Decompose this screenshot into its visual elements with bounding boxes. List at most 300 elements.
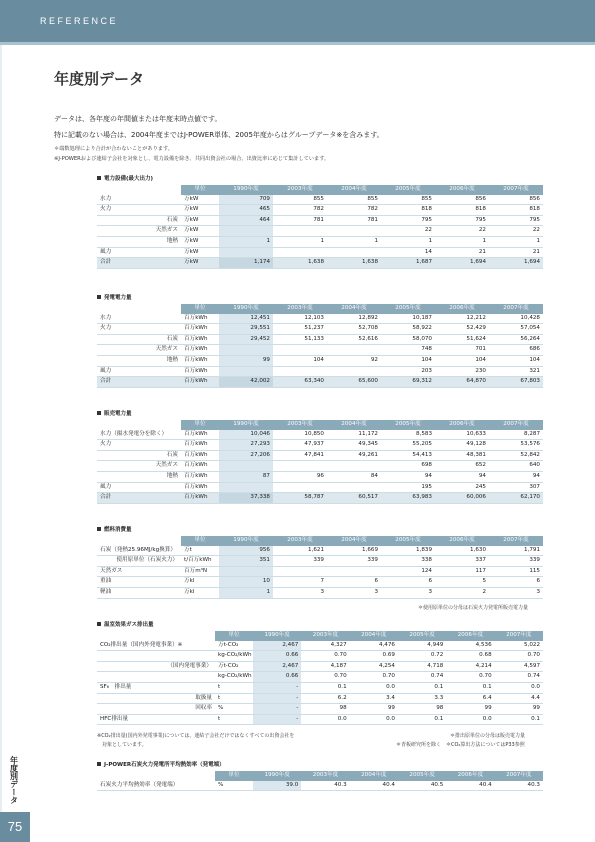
value-cell: 0.0	[301, 714, 349, 725]
value-cell: 1,694	[489, 258, 543, 269]
value-cell: 52,708	[327, 324, 381, 335]
value-cell: 781	[273, 215, 327, 226]
table-row	[97, 704, 543, 715]
value-cell	[273, 345, 327, 356]
value-cell: 230	[435, 366, 489, 377]
value-cell	[327, 482, 381, 493]
value-cell: 795	[381, 215, 435, 226]
table-row	[97, 355, 543, 366]
header-year-cell: 2007年度	[489, 420, 543, 430]
row-unit: 百万kWh	[181, 366, 219, 377]
value-cell: 0.1	[398, 682, 446, 693]
value-cell	[327, 345, 381, 356]
value-cell: 856	[489, 195, 543, 205]
row-unit: 百万kWh	[181, 345, 219, 356]
value-cell: 3.3	[398, 693, 446, 704]
row-unit: 万kW	[181, 215, 219, 226]
header-year-cell: 2005年度	[381, 185, 435, 195]
value-cell: 0.1	[446, 682, 494, 693]
value-cell: 69,312	[381, 377, 435, 388]
header-year-cell: 2004年度	[350, 631, 398, 641]
value-cell: 4,718	[398, 661, 446, 672]
value-cell: 104	[435, 355, 489, 366]
value-cell: 0.0	[495, 682, 543, 693]
row-unit: 百万kWh	[181, 440, 219, 451]
value-cell: 0.70	[301, 672, 349, 683]
value-cell: 6.2	[301, 693, 349, 704]
value-cell: 195	[381, 482, 435, 493]
ghg-footnote-left-1: ※CO₂排出量(国内外発電事業)については、連結子会社だけではなくすべての出資会社を	[97, 733, 295, 739]
value-cell: 49,261	[327, 450, 381, 461]
table-title: J-POWER石炭火力発電所平均熱効率（発電端）	[97, 760, 543, 768]
table-header-row	[97, 771, 543, 781]
value-cell: 0.74	[495, 672, 543, 683]
value-cell: 4,949	[398, 641, 446, 651]
value-cell: 117	[435, 566, 489, 577]
value-cell: 0.72	[398, 651, 446, 662]
header-unit-cell: 単位	[181, 304, 219, 314]
row-unit: 万t	[181, 546, 219, 556]
value-cell: 1	[435, 236, 489, 247]
row-label: 水力（揚水発電分を除く）	[97, 430, 181, 440]
value-cell: 12,212	[435, 314, 489, 324]
row-unit: 百万kWh	[181, 493, 219, 504]
value-cell: 57,054	[489, 324, 543, 335]
value-cell: 87	[219, 471, 273, 482]
value-cell: 2	[435, 587, 489, 598]
row-unit: 百万kWh	[181, 334, 219, 345]
row-label: 天然ガス	[97, 461, 181, 472]
value-cell: 6	[327, 577, 381, 588]
table-row	[97, 641, 543, 651]
table-title: 燃料消費量	[97, 525, 543, 533]
row-unit: 万kW	[181, 258, 219, 269]
value-cell: 5	[435, 577, 489, 588]
table-row	[97, 714, 543, 725]
value-cell: 338	[381, 556, 435, 567]
value-cell: 22	[435, 226, 489, 237]
value-cell: 795	[435, 215, 489, 226]
value-cell: 63,983	[381, 493, 435, 504]
value-cell: 4,187	[301, 661, 349, 672]
value-cell: 27,206	[219, 450, 273, 461]
value-cell: 0.1	[495, 714, 543, 725]
row-label: 地熱	[97, 471, 181, 482]
row-label: 水力	[97, 314, 181, 324]
row-unit: %	[215, 781, 253, 791]
page-number: 75	[0, 812, 30, 842]
row-unit: t	[215, 714, 253, 725]
header-bar	[0, 0, 595, 42]
table-total-row	[97, 493, 543, 504]
value-cell: 307	[489, 482, 543, 493]
value-cell: 0.0	[350, 714, 398, 725]
header-blank-cell	[97, 771, 215, 781]
value-cell: 1,669	[327, 546, 381, 556]
table-header-row	[97, 185, 543, 195]
value-cell: 63,340	[273, 377, 327, 388]
row-unit: 百万kWh	[181, 377, 219, 388]
header-year-cell: 2005年度	[381, 304, 435, 314]
value-cell: 40.5	[398, 781, 446, 791]
table-row	[97, 314, 543, 324]
value-cell: 62,170	[489, 493, 543, 504]
value-cell: 464	[219, 215, 273, 226]
value-cell: 99	[219, 355, 273, 366]
row-unit: 百万kWh	[181, 482, 219, 493]
value-cell: 40.3	[301, 781, 349, 791]
row-unit: 百万kWh	[181, 471, 219, 482]
row-label: （国内発電事業）	[97, 661, 215, 672]
value-cell: 10,633	[435, 430, 489, 440]
value-cell: 652	[435, 461, 489, 472]
value-cell: 1,638	[273, 258, 327, 269]
table-row	[97, 461, 543, 472]
value-cell: 67,803	[489, 377, 543, 388]
value-cell: 1,687	[381, 258, 435, 269]
value-cell: 42,002	[219, 377, 273, 388]
value-cell: 818	[381, 205, 435, 216]
header-year-cell: 2003年度	[301, 631, 349, 641]
value-cell: 21	[489, 247, 543, 258]
table-row	[97, 577, 543, 588]
table-row	[97, 450, 543, 461]
value-cell: 465	[219, 205, 273, 216]
header-year-cell: 2006年度	[435, 420, 489, 430]
table-row	[97, 195, 543, 205]
row-label: 風力	[97, 247, 181, 258]
table-title: 発電電力量	[97, 293, 543, 301]
value-cell: -	[253, 682, 301, 693]
data-table	[97, 185, 543, 269]
value-cell: 1,630	[435, 546, 489, 556]
value-cell: 47,841	[273, 450, 327, 461]
row-label: 火力	[97, 440, 181, 451]
row-unit: 万t-CO₂	[215, 661, 253, 672]
value-cell	[273, 566, 327, 577]
value-cell: 52,842	[489, 450, 543, 461]
value-cell: 0.0	[446, 714, 494, 725]
intro-line-1: データは、各年度の年間値または年度末時点値です。	[54, 115, 222, 123]
table-header-row	[97, 420, 543, 430]
intro-line-2: 特に記載のない場合は、2004年度まではJ-POWER単体、2005年度からはグループデータ※を含みます。	[54, 131, 384, 139]
header-year-cell: 2007年度	[495, 631, 543, 641]
value-cell: 4,597	[495, 661, 543, 672]
value-cell: 339	[327, 556, 381, 567]
value-cell: 1,791	[489, 546, 543, 556]
header-year-cell: 2003年度	[273, 304, 327, 314]
row-label: 回収率	[97, 704, 215, 715]
sidebar-label-text: 年度別データ	[9, 756, 19, 804]
value-cell: 3	[489, 587, 543, 598]
value-cell: 782	[327, 205, 381, 216]
row-label: 取扱量	[97, 693, 215, 704]
value-cell: 22	[489, 226, 543, 237]
value-cell	[273, 461, 327, 472]
value-cell: 53,576	[489, 440, 543, 451]
value-cell: 55,205	[381, 440, 435, 451]
value-cell	[273, 366, 327, 377]
value-cell: 0.0	[350, 682, 398, 693]
header-year-cell: 1990年度	[253, 771, 301, 781]
value-cell	[327, 247, 381, 258]
data-table	[97, 631, 543, 725]
row-label: 火力	[97, 324, 181, 335]
value-cell	[219, 366, 273, 377]
value-cell	[273, 482, 327, 493]
value-cell: 7	[273, 577, 327, 588]
value-cell: 40.4	[446, 781, 494, 791]
header-year-cell: 2006年度	[435, 185, 489, 195]
value-cell: 94	[489, 471, 543, 482]
value-cell: 8,287	[489, 430, 543, 440]
row-label: 合計	[97, 377, 181, 388]
data-table	[97, 536, 543, 599]
table-row	[97, 226, 543, 237]
table-total-row	[97, 258, 543, 269]
value-cell: 21	[435, 247, 489, 258]
header-year-cell: 1990年度	[219, 304, 273, 314]
value-cell: 0.70	[350, 672, 398, 683]
value-cell: 5,022	[495, 641, 543, 651]
value-cell: 337	[435, 556, 489, 567]
value-cell: 203	[381, 366, 435, 377]
row-label: 石炭	[97, 215, 181, 226]
value-cell: 1	[327, 236, 381, 247]
header-blank-cell	[97, 185, 181, 195]
header-year-cell: 1990年度	[219, 536, 273, 546]
value-cell: 3	[273, 587, 327, 598]
header-year-cell: 1990年度	[253, 631, 301, 641]
row-label: HFC排出量	[97, 714, 215, 725]
value-cell: 0.69	[350, 651, 398, 662]
table-row	[97, 205, 543, 216]
value-cell: 49,345	[327, 440, 381, 451]
value-cell: 4,327	[301, 641, 349, 651]
value-cell: 855	[381, 195, 435, 205]
value-cell: 0.70	[301, 651, 349, 662]
row-unit: %	[215, 704, 253, 715]
row-label: 合計	[97, 258, 181, 269]
value-cell: 321	[489, 366, 543, 377]
value-cell: 339	[273, 556, 327, 567]
value-cell: 0.68	[446, 651, 494, 662]
value-cell: 10,850	[273, 430, 327, 440]
header-unit-cell: 単位	[181, 185, 219, 195]
value-cell: 14	[381, 247, 435, 258]
value-cell: 781	[327, 215, 381, 226]
header-blank-cell	[97, 420, 181, 430]
ghg-footnote-right-2: ＊青板研究所を除く ＊CO₂算出方法についてはP33参照	[396, 742, 525, 748]
table-row	[97, 566, 543, 577]
value-cell: 1	[219, 236, 273, 247]
ghg-footnote-left-2: 対象としています。	[97, 742, 147, 748]
value-cell	[273, 226, 327, 237]
row-label: 石炭火力平均熱効率（発電端）	[97, 781, 215, 791]
table-section	[97, 525, 543, 599]
value-cell: 0.1	[398, 714, 446, 725]
row-label: 地熱	[97, 355, 181, 366]
row-label: 火力	[97, 205, 181, 216]
fuel-footnote: ＊使用原単位の分母は石炭火力発電所販売電力量	[418, 605, 529, 611]
value-cell: 49,128	[435, 440, 489, 451]
value-cell: 60,006	[435, 493, 489, 504]
table-header-row	[97, 536, 543, 546]
value-cell: 104	[273, 355, 327, 366]
value-cell: 1,839	[381, 546, 435, 556]
value-cell: 856	[435, 195, 489, 205]
header-year-cell: 2007年度	[489, 536, 543, 546]
value-cell: 12,892	[327, 314, 381, 324]
row-label: 風力	[97, 482, 181, 493]
table-row	[97, 215, 543, 226]
value-cell: 52,429	[435, 324, 489, 335]
row-unit: 万kW	[181, 247, 219, 258]
header-year-cell: 2005年度	[381, 536, 435, 546]
row-label: 天然ガス	[97, 566, 181, 577]
row-unit: 百万m³N	[181, 566, 219, 577]
value-cell: 104	[381, 355, 435, 366]
table-row	[97, 324, 543, 335]
value-cell: 1	[489, 236, 543, 247]
value-cell	[327, 366, 381, 377]
value-cell: 4,536	[446, 641, 494, 651]
header-unit-cell: 単位	[215, 631, 253, 641]
data-table	[97, 420, 543, 504]
row-label: SF₆ 排出量	[97, 682, 215, 693]
value-cell: -	[253, 704, 301, 715]
row-label: 重油	[97, 577, 181, 588]
value-cell: -	[253, 714, 301, 725]
table-title: 販売電力量	[97, 409, 543, 417]
value-cell: 94	[381, 471, 435, 482]
row-label: 軽油	[97, 587, 181, 598]
value-cell: 56,264	[489, 334, 543, 345]
row-unit: 百万kWh	[181, 314, 219, 324]
header-year-cell: 2007年度	[489, 185, 543, 195]
page-title: 年度別データ	[54, 70, 145, 88]
row-unit: 万t-CO₂	[215, 641, 253, 651]
value-cell: 10	[219, 577, 273, 588]
table-section	[97, 409, 543, 504]
row-label	[97, 672, 215, 683]
row-label	[97, 651, 215, 662]
value-cell: 1	[219, 587, 273, 598]
table-row	[97, 334, 543, 345]
value-cell: 64,870	[435, 377, 489, 388]
value-cell: 686	[489, 345, 543, 356]
value-cell: 4,254	[350, 661, 398, 672]
value-cell: 0.74	[398, 672, 446, 683]
value-cell: 29,452	[219, 334, 273, 345]
table-title: 電力設備(最大出力)	[97, 174, 543, 182]
value-cell: 51,237	[273, 324, 327, 335]
side-strip	[0, 45, 2, 812]
value-cell: 12,451	[219, 314, 273, 324]
row-unit: t/百万kWh	[181, 556, 219, 567]
value-cell: 84	[327, 471, 381, 482]
value-cell	[219, 345, 273, 356]
value-cell: 98	[301, 704, 349, 715]
table-row	[97, 247, 543, 258]
value-cell: 29,551	[219, 324, 273, 335]
table-row	[97, 781, 543, 791]
value-cell: 11,172	[327, 430, 381, 440]
table-section	[97, 760, 543, 791]
value-cell	[327, 226, 381, 237]
header-year-cell: 2006年度	[435, 304, 489, 314]
data-table	[97, 304, 543, 388]
value-cell: 40.4	[350, 781, 398, 791]
value-cell: 51,624	[435, 334, 489, 345]
header-unit-cell: 単位	[181, 420, 219, 430]
header-year-cell: 2003年度	[301, 771, 349, 781]
value-cell: 37,338	[219, 493, 273, 504]
value-cell: 748	[381, 345, 435, 356]
value-cell: 3.4	[350, 693, 398, 704]
value-cell: 60,517	[327, 493, 381, 504]
value-cell: 10,046	[219, 430, 273, 440]
row-unit: kg-CO₂/kWh	[215, 672, 253, 683]
row-label: 水力	[97, 195, 181, 205]
table-row	[97, 661, 543, 672]
header-year-cell: 1990年度	[219, 185, 273, 195]
row-unit: 万kW	[181, 205, 219, 216]
note-line-2: ※J-POWERおよび連結子会社を対象とし、電力設備を除き、共同出資会社の場合、出資比率に応じて集計しています。	[54, 156, 330, 162]
row-label: 石炭（発熱25.96MJ/kg換算）	[97, 546, 181, 556]
value-cell: 4,214	[446, 661, 494, 672]
value-cell: 6.4	[446, 693, 494, 704]
value-cell: 115	[489, 566, 543, 577]
value-cell	[219, 226, 273, 237]
row-unit: kg-CO₂/kWh	[215, 651, 253, 662]
row-unit: 百万kWh	[181, 461, 219, 472]
row-unit: 百万kWh	[181, 430, 219, 440]
row-label: 天然ガス	[97, 226, 181, 237]
value-cell: 1	[381, 236, 435, 247]
row-label: 風力	[97, 366, 181, 377]
table-row	[97, 672, 543, 683]
value-cell: 99	[446, 704, 494, 715]
value-cell: 1,694	[435, 258, 489, 269]
header-label: REFERENCE	[40, 16, 119, 26]
value-cell: 124	[381, 566, 435, 577]
value-cell: 3	[381, 587, 435, 598]
value-cell: 1,638	[327, 258, 381, 269]
header-year-cell: 2006年度	[435, 536, 489, 546]
table-row	[97, 682, 543, 693]
header-year-cell: 2003年度	[273, 536, 327, 546]
table-row	[97, 366, 543, 377]
row-label: 石炭	[97, 450, 181, 461]
table-row	[97, 345, 543, 356]
table-row	[97, 236, 543, 247]
table-row	[97, 482, 543, 493]
ghg-footnote-right-1: ＊排出原単位の分母は販売電力量	[450, 733, 526, 739]
value-cell: 8,583	[381, 430, 435, 440]
value-cell: 698	[381, 461, 435, 472]
value-cell: 1,621	[273, 546, 327, 556]
value-cell: 52,616	[327, 334, 381, 345]
value-cell: 96	[273, 471, 327, 482]
table-row	[97, 430, 543, 440]
value-cell: 51,133	[273, 334, 327, 345]
row-unit: 百万kWh	[181, 355, 219, 366]
row-unit: t	[215, 693, 253, 704]
value-cell: 0.70	[495, 651, 543, 662]
value-cell: 98	[398, 704, 446, 715]
row-unit: 万kW	[181, 195, 219, 205]
